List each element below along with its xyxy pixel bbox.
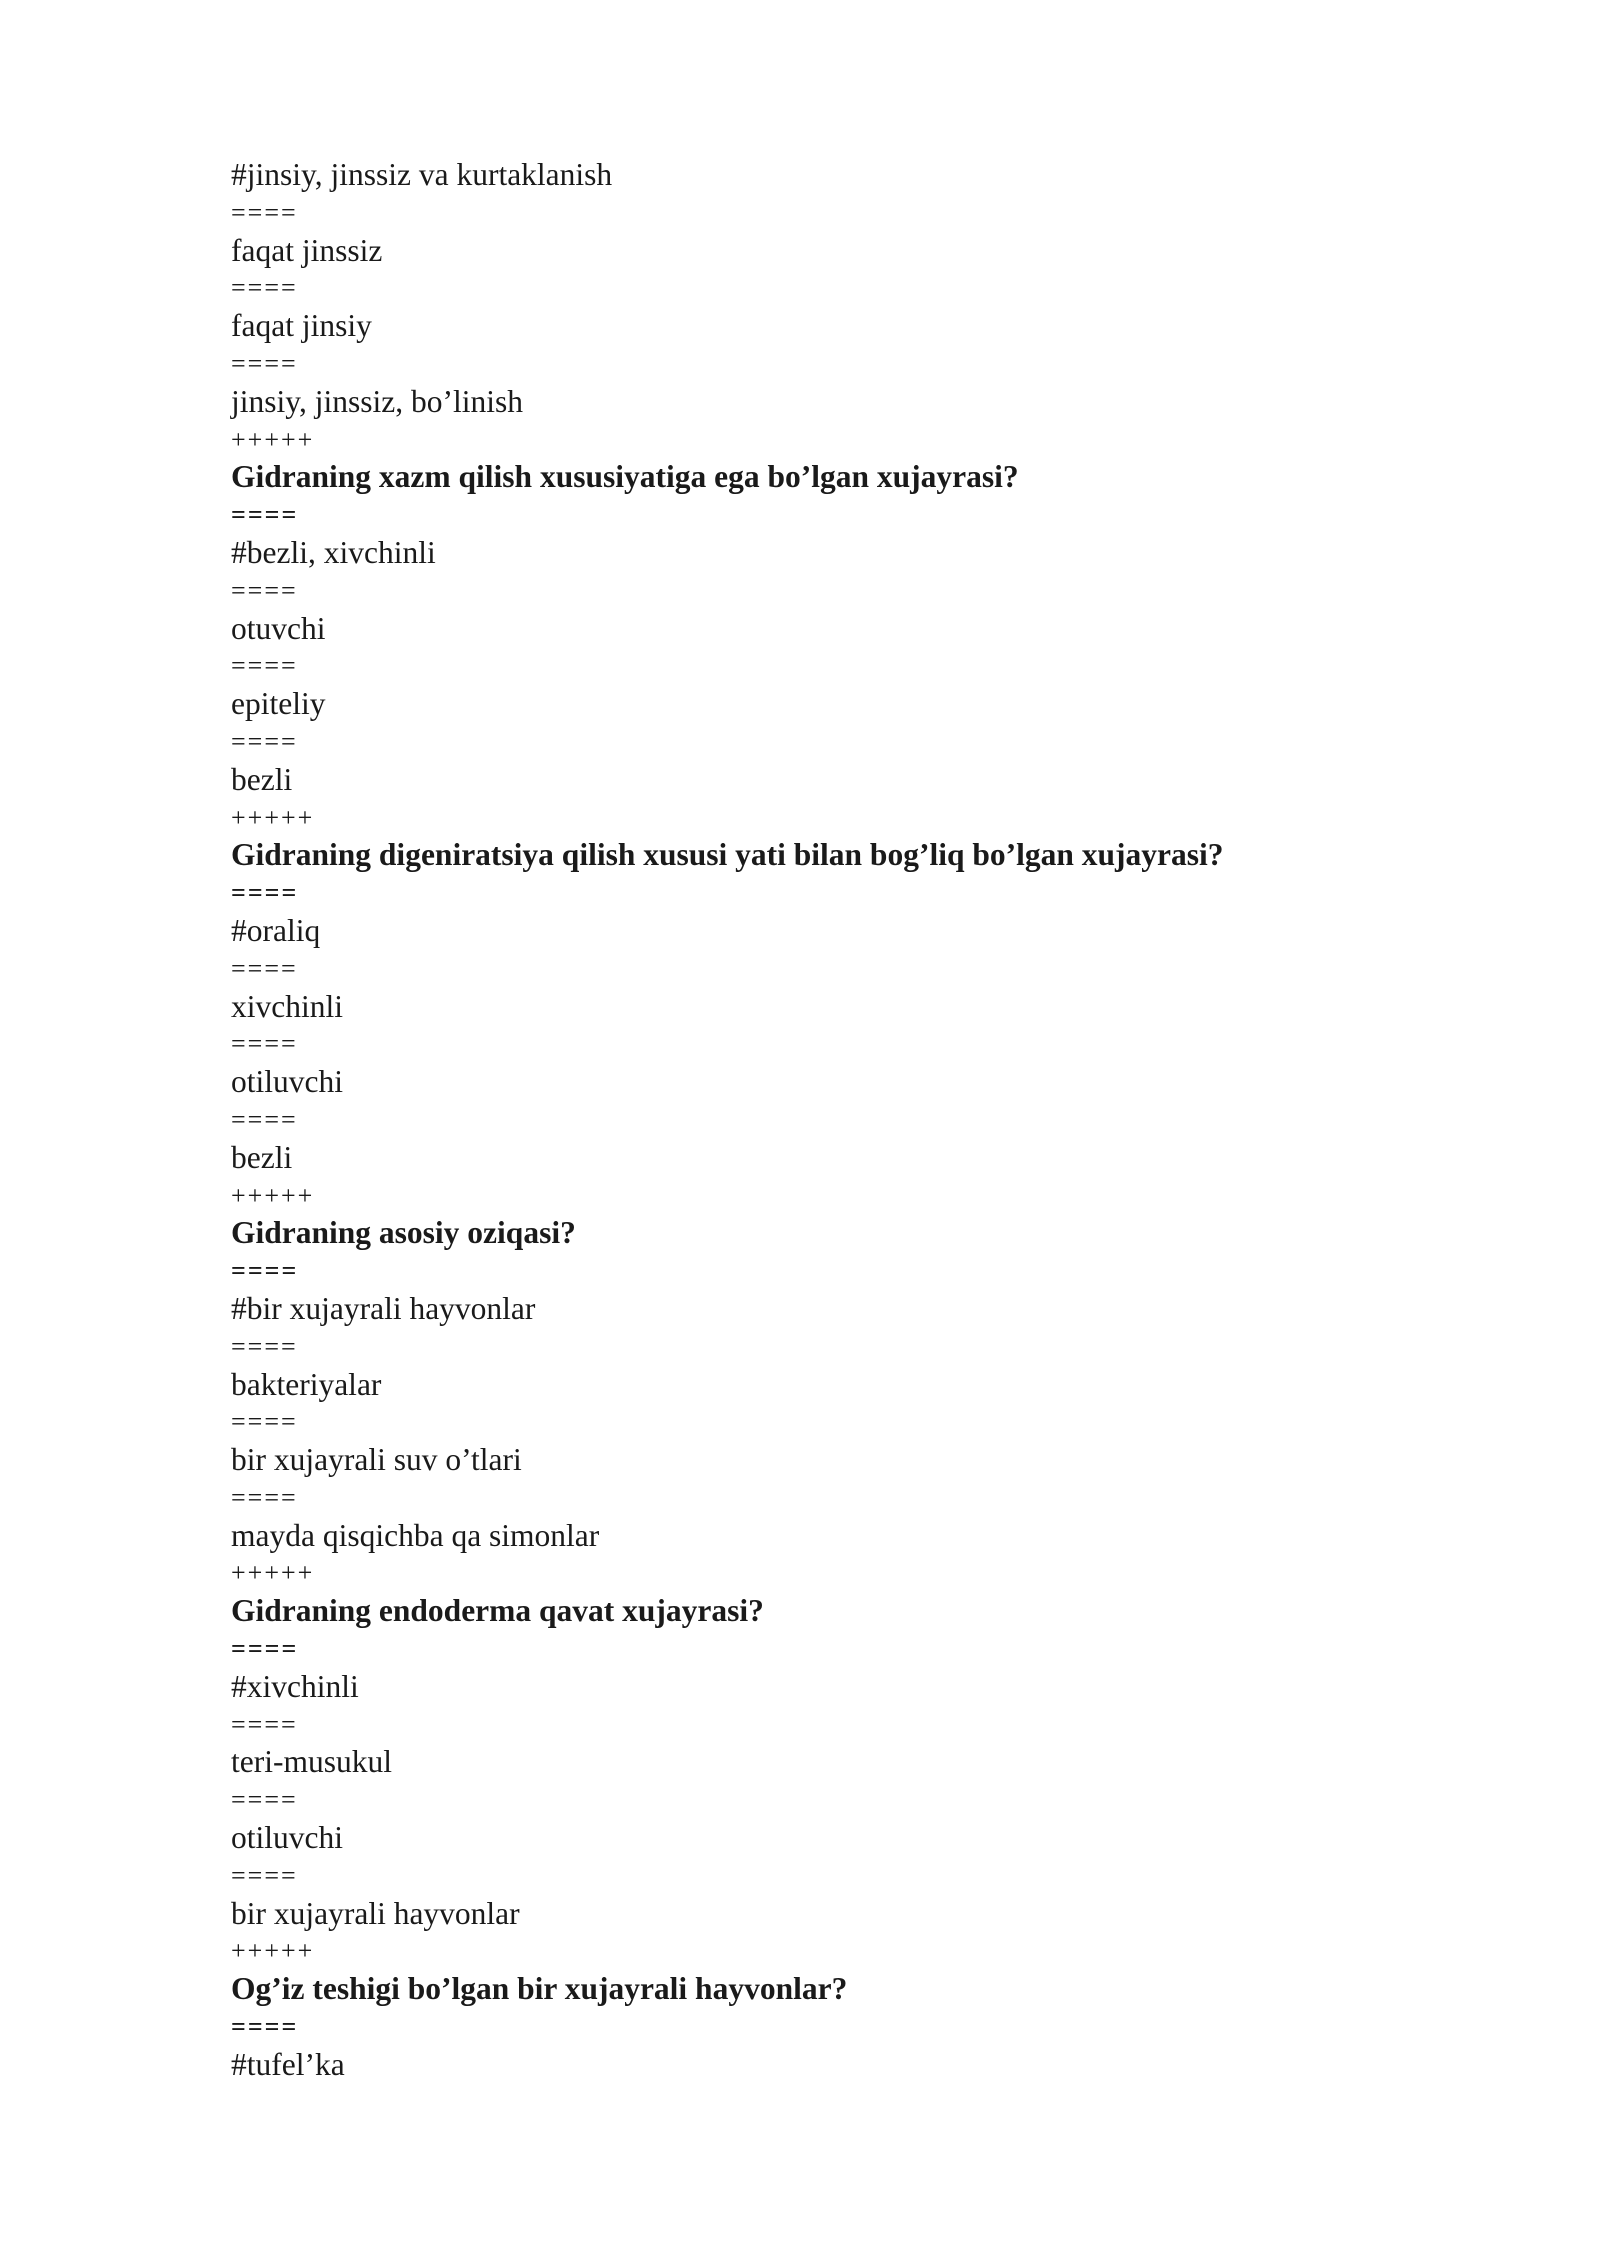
separator-line: ==== — [231, 1029, 298, 1059]
separator-line: ==== — [231, 1709, 298, 1739]
separator-line: ==== — [231, 1104, 298, 1134]
answer-line: #oraliq — [231, 912, 321, 948]
answer-line: otiluvchi — [231, 1820, 343, 1856]
answer-line: #bir xujayrali hayvonlar — [231, 1290, 536, 1326]
answer-line: #xivchinli — [231, 1668, 359, 1704]
answer-line: epiteliy — [231, 686, 326, 722]
answer-line: mayda qisqichba qa simonlar — [231, 1517, 600, 1553]
answer-line: bir xujayrali suv o’tlari — [231, 1442, 522, 1478]
answer-line: jinsiy, jinssiz, bo’linish — [231, 383, 523, 419]
question-line: Gidraning endoderma qavat xujayrasi? — [231, 1593, 764, 1629]
answer-line: #tufel’ka — [231, 2046, 345, 2082]
separator-line: ==== — [231, 1331, 298, 1361]
answer-line: otiluvchi — [231, 1064, 343, 1100]
separator-line: ==== — [231, 1634, 299, 1664]
separator-line: ==== — [231, 2012, 299, 2042]
separator-line: +++++ — [231, 1936, 315, 1966]
separator-line: ==== — [231, 500, 299, 530]
answer-line: xivchinli — [231, 988, 343, 1024]
separator-line: ==== — [231, 878, 299, 908]
answer-line: #bezli, xivchinli — [231, 534, 436, 570]
separator-line: +++++ — [231, 1558, 315, 1588]
separator-line: ==== — [231, 1482, 298, 1512]
answer-line: otuvchi — [231, 610, 326, 646]
answer-line: teri-musukul — [231, 1744, 392, 1780]
separator-line: ==== — [231, 651, 298, 681]
separator-line: ==== — [231, 575, 298, 605]
answer-line: bakteriyalar — [231, 1366, 382, 1402]
question-line: Gidraning digeniratsiya qilish xususi yati bilan bog’liq bo’lgan xujayrasi? — [231, 837, 1224, 873]
separator-line: +++++ — [231, 424, 315, 454]
document-page — [231, 156, 1481, 2084]
separator-line: ==== — [231, 348, 298, 378]
separator-line: ==== — [231, 273, 298, 303]
separator-line: ==== — [231, 726, 298, 756]
answer-line: faqat jinssiz — [231, 232, 383, 268]
separator-line: ==== — [231, 1785, 298, 1815]
answer-line: #jinsiy, jinssiz va kurtaklanish — [231, 157, 613, 192]
answer-line: bir xujayrali hayvonlar — [231, 1895, 520, 1931]
question-line: Gidraning xazm qilish xususiyatiga ega bo’lgan xujayrasi? — [231, 459, 1019, 495]
separator-line: ==== — [231, 1256, 299, 1286]
separator-line: ==== — [231, 1860, 298, 1890]
question-line: Og’iz teshigi bo’lgan bir xujayrali hayvonlar? — [231, 1971, 848, 2007]
separator-line: ==== — [231, 1407, 298, 1437]
answer-line: bezli — [231, 761, 293, 797]
separator-line: +++++ — [231, 1180, 315, 1210]
question-line: Gidraning asosiy oziqasi? — [231, 1215, 576, 1251]
document-body — [231, 156, 1481, 2084]
separator-line: ==== — [231, 953, 298, 983]
separator-line: +++++ — [231, 802, 315, 832]
answer-line: bezli — [231, 1139, 293, 1175]
answer-line: faqat jinsiy — [231, 308, 372, 344]
separator-line: ==== — [231, 197, 298, 227]
